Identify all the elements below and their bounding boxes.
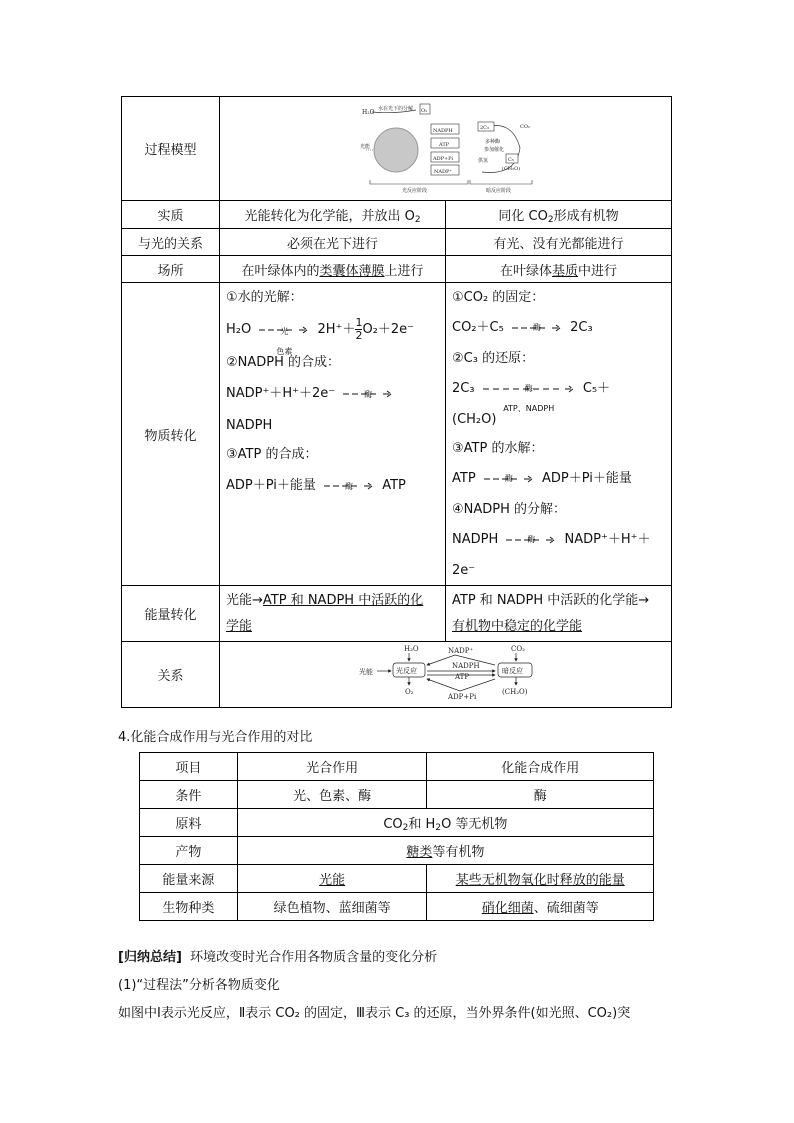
- header-item: 项目: [140, 753, 238, 781]
- svg-text:ATP: ATP: [455, 672, 470, 681]
- row-label-model: 过程模型: [122, 97, 220, 201]
- summary-heading: [归纳总结] 环境改变时光合作用各物质含量的变化分析: [118, 950, 438, 965]
- svg-text:多种酶: 多种酶: [485, 138, 501, 145]
- svg-text:H₂O: H₂O: [404, 644, 419, 653]
- summary-subheading: (1)“过程法”分析各物质变化: [118, 978, 280, 993]
- condition-chemo: 酶: [427, 781, 654, 809]
- svg-text:CO₂: CO₂: [520, 123, 530, 130]
- products: 糖类等有机物: [237, 837, 653, 865]
- site-dark: 在叶绿体基质中进行: [446, 256, 672, 283]
- svg-text:2C₃: 2C₃: [480, 124, 490, 131]
- row-label-raw: 原料: [140, 809, 238, 837]
- svg-text:ADP+Pi: ADP+Pi: [433, 155, 454, 162]
- svg-text:光反应: 光反应: [396, 666, 417, 675]
- condition-photo: 光、色素、酶: [237, 781, 427, 809]
- relation-cell: [220, 642, 672, 708]
- energy-light: 光能→ATP 和 NADPH 中活跃的化 学能: [220, 586, 446, 642]
- svg-text:C₅: C₅: [508, 156, 514, 163]
- matter-dark: ①CO₂ 的固定： CO₂＋C₅ 酶 2C₃ ②C₃ 的还原： 2C₃ 酶 ATP、NADPH C₅＋ (CH₂O) ③ATP 的水解： ATP 酶 ADP＋Pi＋能量 ④NADPH 的分解： NADPH 酶 NADP⁺＋H⁺＋ 2e⁻: [446, 283, 672, 586]
- row-label-matter: 物质转化: [122, 283, 220, 586]
- svg-text:供氢: 供氢: [478, 157, 489, 164]
- photosynthesis-stage-table: [121, 96, 672, 708]
- svg-text:CO₂: CO₂: [511, 644, 525, 653]
- matter-light: ①水的光解： H₂O 光 色素 2H⁺＋ $\frac{1}{2}$ O₂＋2e⁻ ②NADPH 的合成： NADP⁺＋H⁺＋2e⁻ 酶 NADPH ③ATP 的合成： ADP＋Pi＋能量 酶 ATP: [220, 283, 446, 586]
- species-chemo: 硝化细菌、硫细菌等: [427, 893, 654, 921]
- row-label-light-relation: 与光的关系: [122, 229, 220, 256]
- energy-dark: ATP 和 NADPH 中活跃的化学能→ 有机物中稳定的化学能: [446, 586, 672, 642]
- essence-light: 光能转化为化学能，并放出 $O_2$: [220, 201, 446, 229]
- relation-diagram: [220, 643, 671, 707]
- svg-text:O₂: O₂: [421, 107, 428, 114]
- svg-text:NADPH: NADPH: [452, 661, 480, 670]
- svg-text:NADP⁺: NADP⁺: [448, 646, 474, 655]
- light-relation-light: 必须在光下进行: [220, 229, 446, 256]
- section-4-title: 4.化能合成作用与光合作用的对比: [118, 730, 313, 745]
- svg-text:NADP⁺: NADP⁺: [434, 168, 452, 175]
- row-label-essence: 实质: [122, 201, 220, 229]
- svg-text:暗反应: 暗反应: [502, 666, 523, 675]
- header-photosynthesis: 光合作用: [237, 753, 427, 781]
- svg-text:暗反应阶段: 暗反应阶段: [486, 187, 512, 194]
- svg-text:光能: 光能: [359, 667, 373, 676]
- row-label-relation: 关系: [122, 642, 220, 708]
- svg-text:水在光下的分解: 水在光下的分解: [378, 105, 414, 112]
- raw-materials: $CO_2$和 $H_2O$ 等无机物: [237, 809, 653, 837]
- svg-text:光反应阶段: 光反应阶段: [402, 187, 428, 194]
- svg-text:ADP+Pi: ADP+Pi: [448, 692, 477, 701]
- site-light: 在叶绿体内的类囊体薄膜上进行: [220, 256, 446, 283]
- svg-text:ATP: ATP: [439, 141, 450, 148]
- row-label-energy-source: 能量来源: [140, 865, 238, 893]
- svg-text:H₂O: H₂O: [362, 108, 375, 116]
- svg-text:参加催化: 参加催化: [484, 146, 505, 153]
- light-relation-dark: 有光、没有光都能进行: [446, 229, 672, 256]
- svg-text:O₂: O₂: [405, 687, 414, 696]
- svg-text:(CH₂O): (CH₂O): [502, 165, 521, 172]
- chemosynthesis-comparison-table: [139, 752, 654, 921]
- essence-dark: 同化 $CO_2$形成有机物: [446, 201, 672, 229]
- energy-chemo: 某些无机物氧化时释放的能量: [427, 865, 654, 893]
- process-model-diagram: [220, 98, 671, 200]
- row-label-species: 生物种类: [140, 893, 238, 921]
- svg-text:NADPH: NADPH: [433, 127, 453, 134]
- species-photo: 绿色植物、蓝细菌等: [237, 893, 427, 921]
- thylakoid-circle: [374, 128, 418, 172]
- row-label-product: 产物: [140, 837, 238, 865]
- row-label-condition: 条件: [140, 781, 238, 809]
- row-label-site: 场所: [122, 256, 220, 283]
- energy-photo: 光能: [237, 865, 427, 893]
- row-label-energy: 能量转化: [122, 586, 220, 642]
- header-chemosynthesis: 化能合成作用: [427, 753, 654, 781]
- svg-text:光能: 光能: [360, 143, 371, 150]
- process-model-cell: [220, 97, 672, 201]
- svg-text:(CH₂O): (CH₂O): [502, 687, 528, 696]
- summary-paragraph: 如图中Ⅰ表示光反应，Ⅱ表示 CO₂ 的固定，Ⅲ表示 C₃ 的还原，当外界条件(如光照、CO₂)突: [118, 1006, 631, 1021]
